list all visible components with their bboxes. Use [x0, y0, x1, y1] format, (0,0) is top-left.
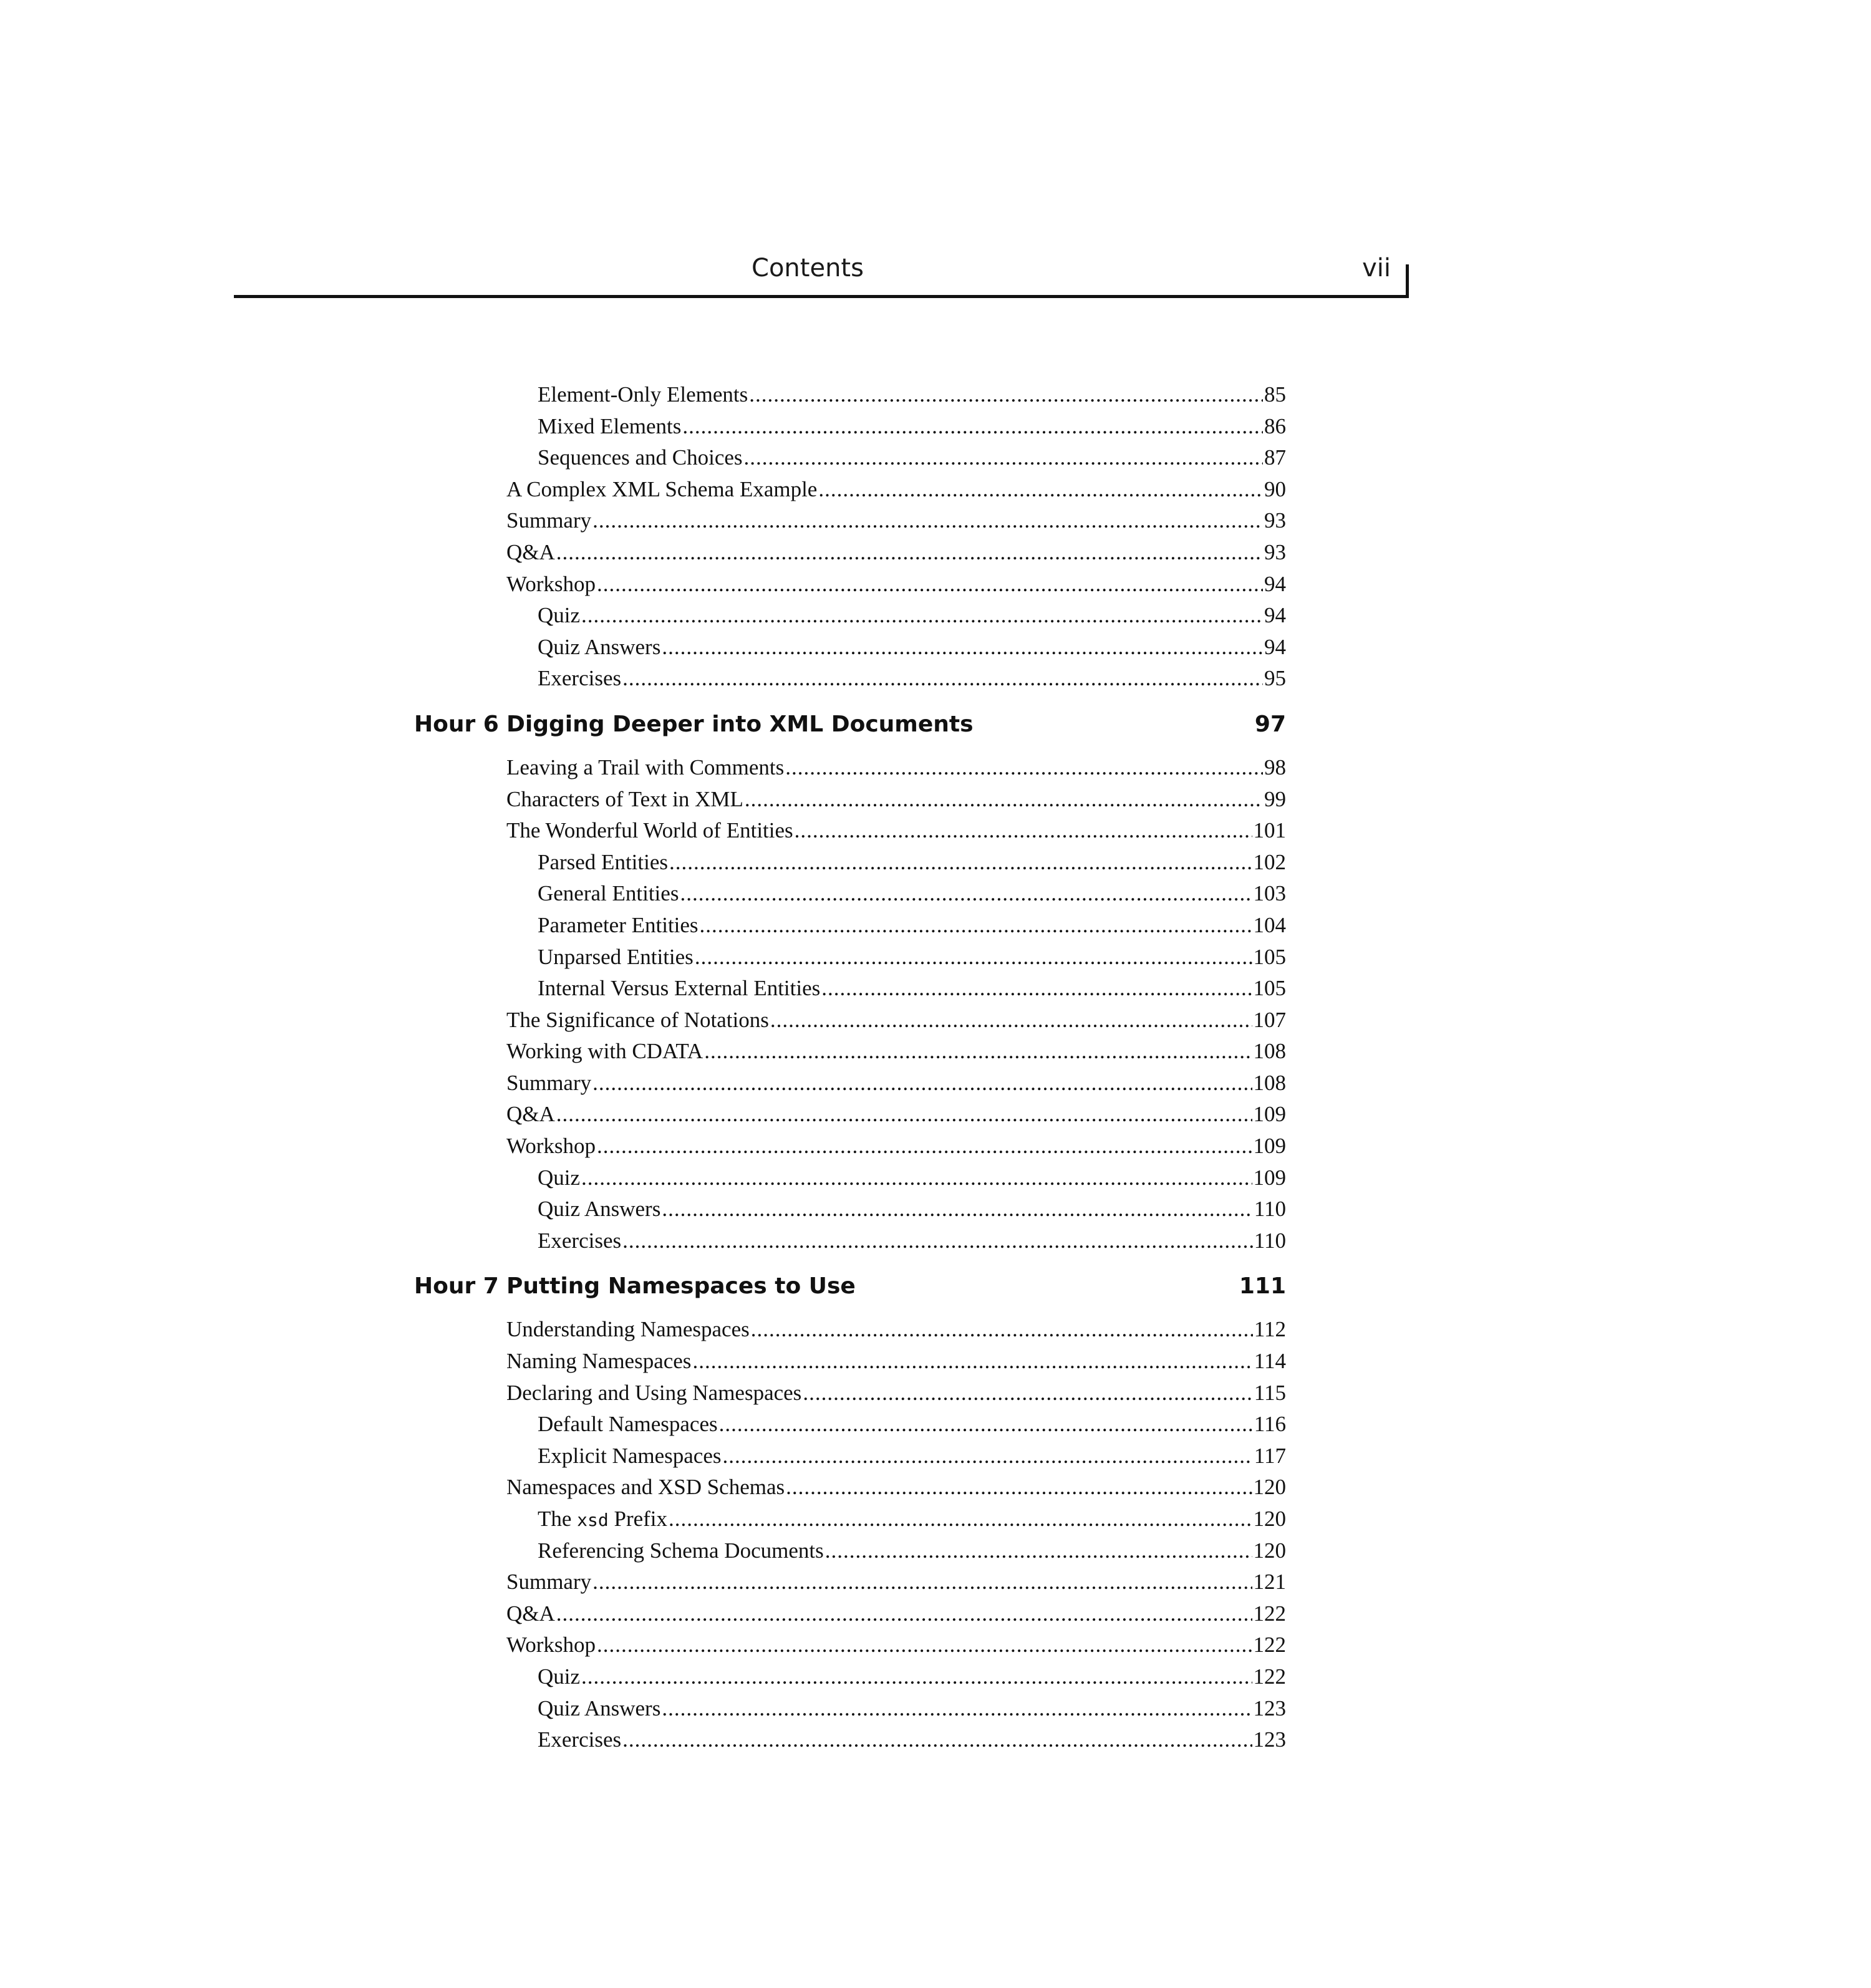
toc-entry[interactable]	[506, 815, 1286, 847]
toc-hour-heading[interactable]	[0, 1268, 1871, 1311]
toc-entry[interactable]	[506, 474, 1286, 506]
dot-leader	[682, 411, 1263, 443]
dot-leader	[825, 1535, 1252, 1567]
dot-leader	[581, 1661, 1252, 1693]
dot-leader	[680, 878, 1252, 910]
dot-leader	[622, 663, 1263, 695]
toc-entry[interactable]	[506, 1068, 1286, 1099]
toc-entry[interactable]	[538, 942, 1286, 973]
toc-entry[interactable]	[538, 411, 1286, 443]
toc-entry-page: 94	[1264, 571, 1286, 596]
toc-entry-title-prefix: The	[538, 1507, 578, 1531]
toc-entry-title: Default Namespaces	[538, 1412, 718, 1437]
dot-leader	[622, 1225, 1253, 1257]
hour-title: Digging Deeper into XML Documents	[506, 711, 974, 737]
toc-block-hour6	[0, 752, 1871, 1257]
dot-leader	[662, 632, 1263, 663]
toc-entry-title-suffix: Prefix	[608, 1507, 668, 1531]
toc-entry[interactable]	[538, 1162, 1286, 1194]
toc-entry-page: 101	[1253, 818, 1286, 843]
dot-leader	[719, 1409, 1253, 1440]
toc-entry-page: 123	[1253, 1727, 1286, 1752]
toc-entry-title: Quiz	[538, 1664, 581, 1689]
dot-leader	[700, 910, 1252, 942]
toc-block-hour7	[0, 1314, 1871, 1755]
toc-entry[interactable]	[538, 1194, 1286, 1225]
toc-entry[interactable]	[538, 632, 1286, 663]
toc-entry-page: 122	[1253, 1633, 1286, 1657]
toc-entry-page: 108	[1253, 1039, 1286, 1064]
toc-entry-title: Exercises	[538, 1228, 622, 1253]
toc-entry-page: 120	[1253, 1538, 1286, 1563]
toc-entry-title: Quiz Answers	[538, 634, 661, 659]
toc-entry-title: Leaving a Trail with Comments	[506, 755, 785, 779]
dot-leader	[556, 1099, 1252, 1131]
toc-entry-title: Declaring and Using Namespaces	[506, 1380, 802, 1405]
toc-entry[interactable]	[506, 784, 1286, 816]
toc-entry-page: 94	[1264, 603, 1286, 628]
running-head-title: Contents	[752, 254, 864, 282]
toc-entry-page: 107	[1253, 1007, 1286, 1032]
toc-entry[interactable]	[506, 1131, 1286, 1162]
hour-page: 97	[1254, 711, 1286, 737]
table-of-contents	[0, 379, 1871, 1756]
dot-leader	[795, 815, 1252, 847]
toc-entry-page: 86	[1264, 413, 1286, 438]
toc-hour-heading[interactable]	[0, 706, 1871, 750]
dot-leader	[803, 1378, 1252, 1409]
toc-entry-page: 109	[1253, 1134, 1286, 1159]
toc-entry-page: 122	[1253, 1601, 1286, 1626]
toc-entry-title: Workshop	[506, 1633, 596, 1657]
toc-entry-title: Parameter Entities	[538, 912, 699, 937]
toc-entry-title: A Complex XML Schema Example	[506, 476, 818, 501]
toc-entry[interactable]	[506, 505, 1286, 537]
dot-leader	[770, 1005, 1252, 1036]
toc-entry-title: Exercises	[538, 666, 622, 691]
dot-leader	[821, 973, 1252, 1005]
page-number: vii	[1362, 254, 1391, 282]
dot-leader	[592, 1068, 1252, 1099]
dot-leader	[581, 600, 1263, 632]
toc-entry-code: xsd	[577, 1510, 609, 1530]
hour-page: 111	[1239, 1273, 1286, 1300]
toc-entry-page: 98	[1264, 755, 1286, 779]
toc-entry-page: 105	[1253, 944, 1286, 969]
toc-entry-page: 85	[1264, 382, 1286, 407]
dot-leader	[622, 1724, 1252, 1756]
dot-leader	[722, 1440, 1252, 1472]
dot-leader	[695, 942, 1252, 973]
toc-entry[interactable]	[538, 663, 1286, 695]
toc-entry[interactable]	[506, 1314, 1286, 1346]
toc-entry-page: 109	[1253, 1102, 1286, 1127]
toc-entry-title: Internal Versus External Entities	[538, 976, 821, 1001]
toc-entry-title: General Entities	[538, 881, 679, 906]
toc-entry-page: 102	[1253, 849, 1286, 874]
toc-entry-page: 120	[1253, 1475, 1286, 1500]
toc-entry-page: 93	[1264, 508, 1286, 533]
toc-entry-title: The Wonderful World of Entities	[506, 818, 793, 843]
toc-entry-page: 93	[1264, 539, 1286, 564]
toc-entry-title: Quiz	[538, 603, 581, 628]
dot-leader	[669, 1503, 1252, 1535]
dot-leader	[592, 505, 1263, 537]
toc-entry-page: 99	[1264, 786, 1286, 811]
toc-entry[interactable]	[506, 1099, 1286, 1131]
toc-entry-title: Workshop	[506, 1134, 596, 1159]
toc-entry-title: Referencing Schema Documents	[538, 1538, 824, 1563]
toc-entry-page: 123	[1253, 1696, 1286, 1720]
toc-entry-title: Explicit Namespaces	[538, 1443, 722, 1468]
hour-title: Putting Namespaces to Use	[506, 1273, 856, 1300]
toc-entry-page: 90	[1264, 476, 1286, 501]
toc-entry-title: Naming Namespaces	[506, 1349, 692, 1374]
toc-entry[interactable]	[506, 1566, 1286, 1598]
header-rule	[234, 295, 1409, 298]
dot-leader	[662, 1194, 1252, 1225]
toc-entry-page: 112	[1254, 1317, 1286, 1342]
toc-block-hour5-continued	[0, 379, 1871, 695]
toc-entry-title: Q&A	[506, 1601, 555, 1626]
toc-entry[interactable]	[538, 1724, 1286, 1756]
toc-entry-title: Element-Only Elements	[538, 382, 748, 407]
toc-entry-title	[538, 1503, 667, 1537]
toc-entry[interactable]	[506, 1472, 1286, 1503]
toc-entry-page: 109	[1253, 1165, 1286, 1190]
hour-number: Hour 6	[414, 711, 499, 737]
toc-entry-title: Summary	[506, 1070, 592, 1095]
toc-entry[interactable]	[538, 878, 1286, 910]
dot-leader	[744, 442, 1263, 474]
toc-entry[interactable]	[538, 1225, 1286, 1257]
toc-entry-title: Q&A	[506, 539, 555, 564]
toc-entry[interactable]	[538, 1440, 1286, 1472]
dot-leader	[692, 1346, 1252, 1378]
dot-leader	[556, 537, 1263, 569]
dot-leader	[662, 1693, 1252, 1725]
toc-entry-title: Namespaces and XSD Schemas	[506, 1475, 785, 1500]
toc-entry-title: Summary	[506, 508, 592, 533]
toc-entry-title: Characters of Text in XML	[506, 786, 743, 811]
toc-entry-page: 120	[1253, 1507, 1286, 1531]
toc-entry[interactable]	[506, 1629, 1286, 1661]
toc-entry-page: 103	[1253, 881, 1286, 906]
toc-entry-page: 94	[1264, 634, 1286, 659]
toc-entry[interactable]	[506, 537, 1286, 569]
toc-entry[interactable]	[506, 569, 1286, 601]
toc-entry[interactable]	[538, 1503, 1286, 1535]
dot-leader	[818, 474, 1263, 506]
dot-leader	[745, 784, 1263, 816]
toc-entry[interactable]	[538, 442, 1286, 474]
hour-number: Hour 7	[414, 1273, 499, 1300]
toc-entry-title: Summary	[506, 1570, 592, 1595]
dot-leader	[669, 847, 1252, 879]
toc-entry-page: 110	[1254, 1197, 1286, 1222]
toc-entry[interactable]	[506, 1378, 1286, 1409]
toc-entry[interactable]	[538, 847, 1286, 879]
toc-entry-title: Mixed Elements	[538, 413, 682, 438]
dot-leader	[592, 1566, 1252, 1598]
toc-entry[interactable]	[538, 973, 1286, 1005]
toc-entry-title: Quiz Answers	[538, 1197, 661, 1222]
dot-leader	[751, 1314, 1253, 1346]
toc-entry-title: Quiz Answers	[538, 1696, 661, 1720]
toc-entry-title: Working with CDATA	[506, 1039, 703, 1064]
dot-leader	[597, 569, 1263, 601]
toc-entry[interactable]	[506, 1005, 1286, 1036]
toc-entry[interactable]	[506, 1598, 1286, 1630]
toc-entry[interactable]	[538, 1661, 1286, 1693]
toc-entry[interactable]	[538, 1535, 1286, 1567]
toc-entry-page: 95	[1264, 666, 1286, 691]
toc-entry-page: 121	[1253, 1570, 1286, 1595]
toc-entry[interactable]	[538, 600, 1286, 632]
dot-leader	[785, 752, 1263, 784]
toc-entry[interactable]	[506, 1346, 1286, 1378]
toc-entry-page: 117	[1254, 1443, 1286, 1468]
toc-entry-title: Parsed Entities	[538, 849, 668, 874]
dot-leader	[704, 1036, 1252, 1068]
dot-leader	[597, 1131, 1252, 1162]
toc-entry[interactable]	[538, 379, 1286, 411]
toc-entry-page: 110	[1254, 1228, 1286, 1253]
toc-entry[interactable]	[506, 1036, 1286, 1068]
dot-leader	[749, 379, 1263, 411]
toc-entry-title: Workshop	[506, 571, 596, 596]
dot-leader	[786, 1472, 1252, 1503]
toc-entry-page: 105	[1253, 976, 1286, 1001]
toc-entry-page: 116	[1254, 1412, 1286, 1437]
toc-entry-title: The Significance of Notations	[506, 1007, 769, 1032]
running-head	[234, 248, 1406, 297]
toc-entry-page: 122	[1253, 1664, 1286, 1689]
dot-leader	[581, 1162, 1252, 1194]
toc-entry-title: Exercises	[538, 1727, 622, 1752]
toc-entry-title: Sequences and Choices	[538, 445, 743, 470]
toc-entry-title: Quiz	[538, 1165, 581, 1190]
toc-entry-page: 87	[1264, 445, 1286, 470]
toc-entry-page: 108	[1253, 1070, 1286, 1095]
toc-entry[interactable]	[538, 910, 1286, 942]
toc-entry-title: Understanding Namespaces	[506, 1317, 750, 1342]
toc-entry-title: Q&A	[506, 1102, 555, 1127]
toc-entry[interactable]	[538, 1409, 1286, 1440]
toc-entry-page: 115	[1254, 1380, 1286, 1405]
dot-leader	[556, 1598, 1252, 1630]
toc-entry[interactable]	[538, 1693, 1286, 1725]
toc-entry-page: 114	[1254, 1349, 1286, 1374]
toc-entry-page: 104	[1253, 912, 1286, 937]
toc-entry[interactable]	[506, 752, 1286, 784]
toc-entry-title: Unparsed Entities	[538, 944, 694, 969]
dot-leader	[597, 1629, 1252, 1661]
header-corner-rule	[1406, 264, 1409, 298]
